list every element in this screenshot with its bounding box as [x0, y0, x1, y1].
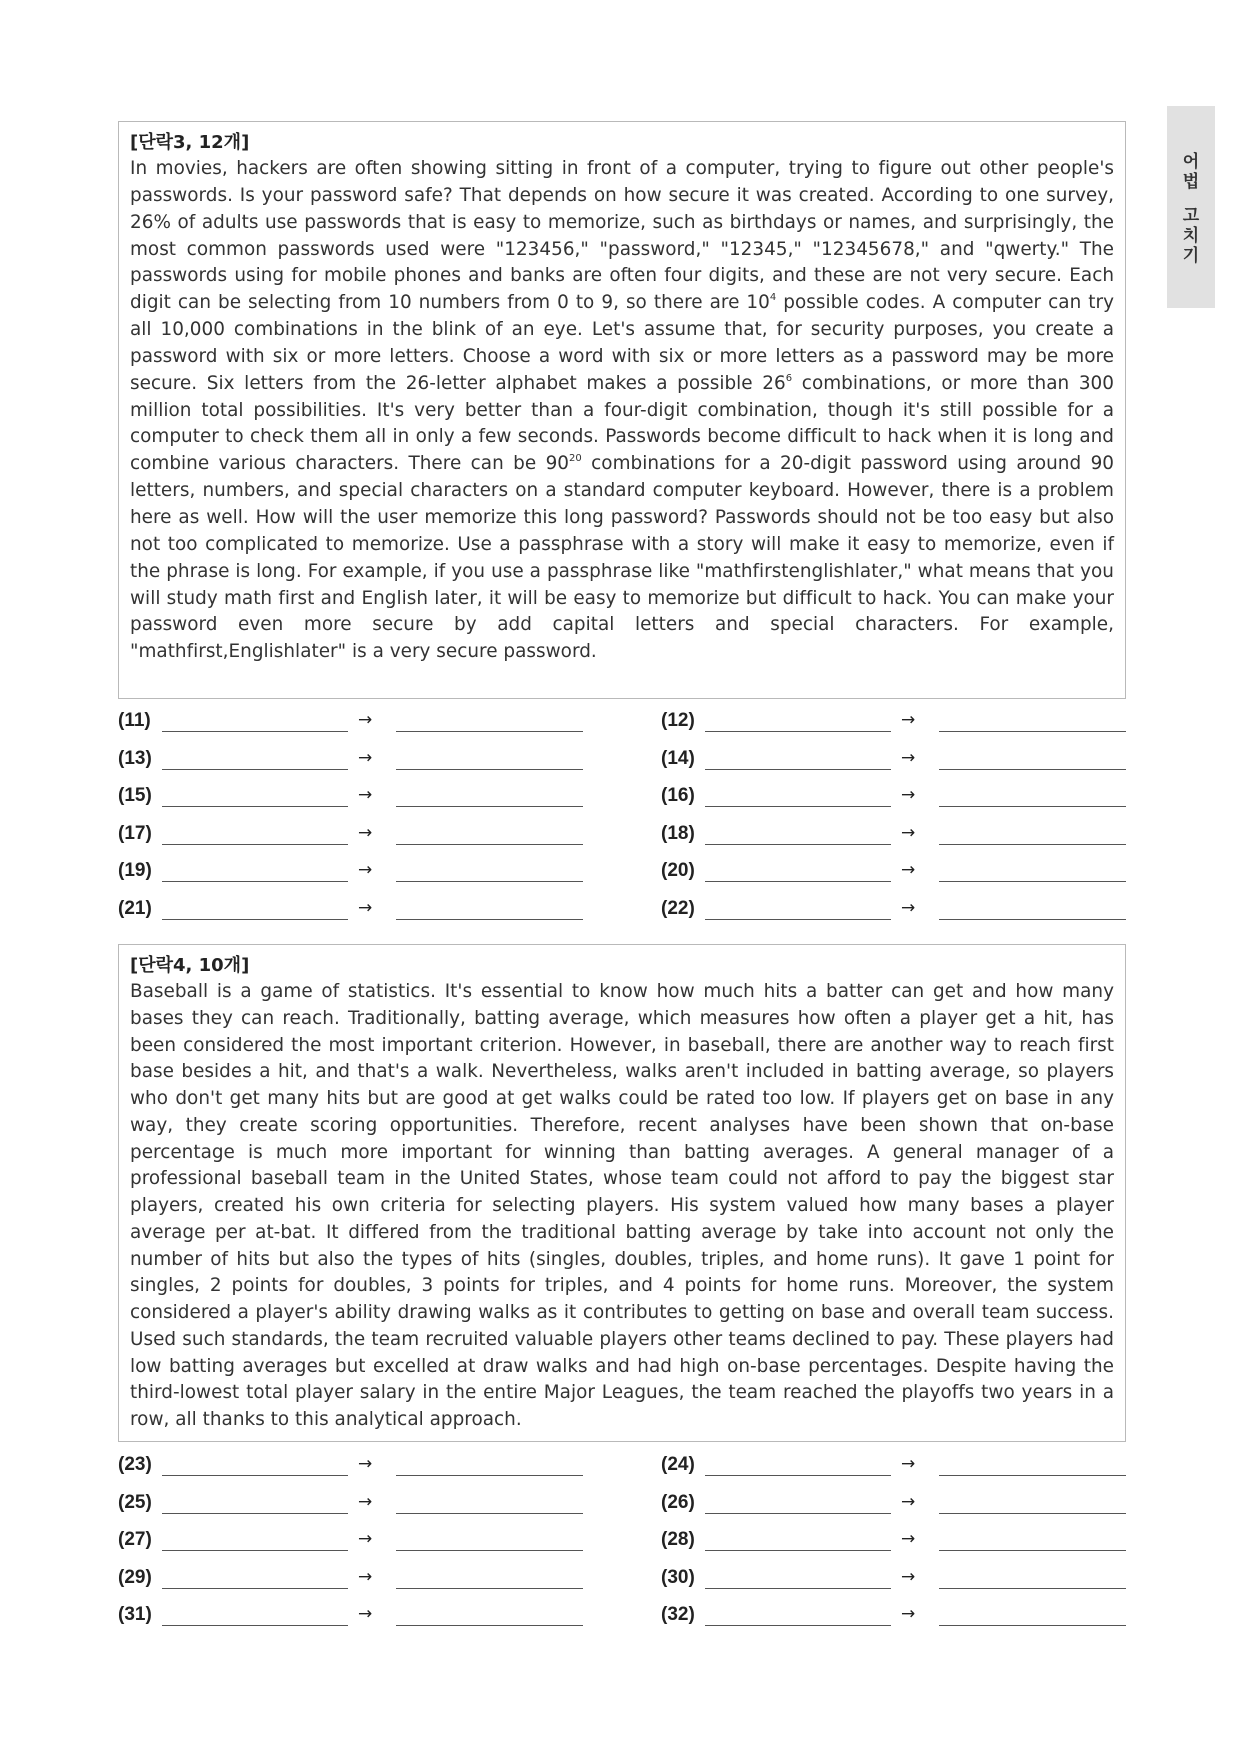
correction-blank[interactable] [396, 1475, 583, 1476]
arrow-icon: → [901, 822, 916, 843]
answer-row [118, 816, 1128, 854]
wrong-expression-blank[interactable] [162, 1475, 348, 1476]
passage-text: possible codes. A computer can try all 10,000 combinations in the blink of an eye. Let's assume that, for security purposes, you create a password with six or more letters. Choose a word with six or more letters as a password may be more secure. Six letters from the 26-letter alphabet makes a possible 26 [130, 292, 1114, 394]
arrow-icon: → [901, 710, 916, 730]
passage-title: [단락4, 10개] [130, 955, 250, 976]
wrong-expression-blank[interactable] [705, 731, 891, 732]
wrong-expression-blank[interactable] [705, 806, 891, 807]
wrong-expression-blank[interactable] [705, 919, 891, 920]
arrow-icon: → [901, 747, 916, 768]
wrong-expression-blank[interactable] [705, 844, 891, 845]
answer-grid [118, 703, 1128, 928]
answer-row [118, 1447, 1128, 1485]
arrow-icon: → [358, 897, 373, 918]
correction-blank[interactable] [939, 1588, 1126, 1589]
answer-row [118, 853, 1128, 891]
correction-blank[interactable] [396, 1513, 583, 1514]
question-number: (14) [661, 747, 695, 769]
answer-row [118, 1522, 1128, 1560]
question-number: (28) [661, 1529, 695, 1550]
correction-blank[interactable] [939, 1513, 1126, 1514]
answer-row [118, 891, 1128, 929]
correction-blank[interactable] [396, 769, 583, 770]
answer-grid [118, 1447, 1128, 1635]
wrong-expression-blank[interactable] [162, 881, 348, 882]
arrow-icon: → [901, 860, 916, 880]
wrong-expression-blank[interactable] [162, 1588, 348, 1589]
arrow-icon: → [358, 747, 373, 768]
question-number: (31) [118, 1604, 152, 1625]
wrong-expression-blank[interactable] [705, 1550, 891, 1551]
side-tab-char: 법 [1182, 172, 1200, 192]
correction-blank[interactable] [396, 919, 583, 920]
arrow-icon: → [901, 897, 916, 918]
question-number: (16) [661, 785, 695, 806]
arrow-icon: → [358, 1491, 373, 1512]
side-tab-char: 치 [1182, 226, 1200, 246]
wrong-expression-blank[interactable] [705, 1625, 891, 1626]
arrow-icon: → [358, 822, 373, 843]
wrong-expression-blank[interactable] [705, 1588, 891, 1589]
arrow-icon: → [901, 1491, 916, 1512]
question-number: (19) [118, 860, 152, 881]
passage-box [118, 944, 1126, 1442]
correction-blank[interactable] [396, 881, 583, 882]
exponent: 20 [569, 453, 582, 465]
exponent: 4 [769, 292, 777, 304]
correction-blank[interactable] [396, 806, 583, 807]
passage-text: In movies, hackers are often showing sitting in front of a computer, trying to figure out other people's passwords. Is your password safe? That depends on how secure it was created. According to one survey, 26% of adults use passwords that is easy to memorize, such as birthdays or names, and surprisingly, the most common passwords used were "123456," "password," "12345," "12345678," and "qwerty." The passwords using for mobile phones and banks are often four digits, and these are not very secure. Each digit can be selecting from 10 numbers from 0 to 9, so there are 10 [130, 158, 1114, 314]
wrong-expression-blank[interactable] [705, 881, 891, 882]
arrow-icon: → [358, 1529, 373, 1549]
answer-row [118, 1560, 1128, 1598]
side-tab-char: 어 [1182, 152, 1200, 172]
question-number: (15) [118, 785, 152, 806]
passage-text: combinations, or more than 300 million total possibilities. It's very better than a four-digit combination, though it's still possible for a computer to check them all in only a few seconds. Passwords become difficult to hack when it is long and combine various characters. There can be 90 [130, 372, 1114, 475]
answer-row [118, 1597, 1128, 1635]
question-number: (13) [118, 747, 152, 769]
wrong-expression-blank[interactable] [162, 731, 348, 732]
correction-blank[interactable] [396, 731, 583, 732]
question-number: (12) [661, 710, 695, 731]
arrow-icon: → [901, 1566, 916, 1587]
wrong-expression-blank[interactable] [162, 844, 348, 845]
arrow-icon: → [358, 785, 373, 805]
arrow-icon: → [901, 1604, 916, 1624]
passage-title: [단락3, 12개] [130, 132, 250, 153]
correction-blank[interactable] [939, 919, 1126, 920]
wrong-expression-blank[interactable] [162, 1550, 348, 1551]
arrow-icon: → [901, 1454, 916, 1474]
wrong-expression-blank[interactable] [162, 1625, 348, 1626]
question-number: (30) [661, 1566, 695, 1588]
arrow-icon: → [358, 1604, 373, 1624]
arrow-icon: → [901, 1529, 916, 1549]
side-section-tab [1167, 106, 1215, 308]
answer-row [118, 703, 1128, 741]
correction-blank[interactable] [396, 1625, 583, 1626]
correction-blank[interactable] [396, 1588, 583, 1589]
answer-row [118, 778, 1128, 816]
correction-blank[interactable] [939, 806, 1126, 807]
passage-body: Baseball is a game of statistics. It's essential to know how much hits a batter can get and how many bases they can reach. Traditionally, batting average, which measures how often a player get a hit, has been considered the most important criterion. However, in baseball, there are another way to reach first base besides a hit, and that's a walk. Nevertheless, walks aren't included in batting average, so players who don't get many hits but are good at get walks could be rated too low. If players get on base in any way, they create scoring opportunities. Therefore, recent analyses have been shown that on-base percentage is much more important for winning than batting averages. A general manager of a professional baseball team in the United States, whose team could not afford to pay the biggest star players, created his own criteria for selecting players. His system valued how many bases a player average per at-bat. It differed from the traditional batting average by take into account not only the number of hits but also the types of hits (singles, doubles, triples, and home runs). It gave 1 point for singles, 2 points for doubles, 3 points for triples, and 4 points for home runs. Moreover, the system considered a player's ability drawing walks as it contributes to getting on base and overall team success. Used such standards, the team recruited valuable players other teams declined to pay. These players had low batting averages but excelled at draw walks and had high on-base percentages. Despite having the third-lowest total player salary in the entire Major Leagues, the team reached the playoffs two years in a row, all thanks to this analytical approach. [130, 981, 1114, 1430]
correction-blank[interactable] [939, 731, 1126, 732]
correction-blank[interactable] [939, 1475, 1126, 1476]
correction-blank[interactable] [939, 1625, 1126, 1626]
passage-body [130, 156, 1114, 666]
arrow-icon: → [901, 785, 916, 805]
correction-blank[interactable] [939, 769, 1126, 770]
passage-box [118, 121, 1126, 699]
wrong-expression-blank[interactable] [162, 806, 348, 807]
correction-blank[interactable] [939, 1550, 1126, 1551]
wrong-expression-blank[interactable] [705, 1513, 891, 1514]
arrow-icon: → [358, 860, 373, 880]
question-number: (26) [661, 1491, 695, 1513]
question-number: (32) [661, 1604, 695, 1625]
question-number: (25) [118, 1491, 152, 1513]
question-number: (24) [661, 1454, 695, 1475]
question-number: (22) [661, 897, 695, 919]
wrong-expression-blank[interactable] [705, 769, 891, 770]
wrong-expression-blank[interactable] [162, 919, 348, 920]
exponent: 6 [785, 372, 793, 384]
arrow-icon: → [358, 710, 373, 730]
answer-row [118, 1485, 1128, 1523]
question-number: (29) [118, 1566, 152, 1588]
question-number: (17) [118, 822, 152, 844]
wrong-expression-blank[interactable] [705, 1475, 891, 1476]
passage-text: combinations for a 20-digit password using around 90 letters, numbers, and special characters on a standard computer keyboard. However, there is a problem here as well. How will the user memorize this long password? Passwords should not be too easy but also not too complicated to memorize. Use a passphrase with a story will make it easy to memorize, even if the phrase is long. For example, if you use a passphrase like "mathfirstenglishlater," what means that you will study math first and English later, it will be easy to memorize but difficult to hack. You can make your password even more secure by add capital letters and special characters. For example, "mathfirst,Englishlater" is a very secure password. [130, 453, 1115, 663]
correction-blank[interactable] [939, 844, 1126, 845]
question-number: (27) [118, 1529, 152, 1550]
correction-blank[interactable] [939, 881, 1126, 882]
arrow-icon: → [358, 1454, 373, 1474]
question-number: (23) [118, 1454, 152, 1475]
question-number: (18) [661, 822, 695, 844]
correction-blank[interactable] [396, 1550, 583, 1551]
question-number: (21) [118, 897, 152, 919]
wrong-expression-blank[interactable] [162, 769, 348, 770]
side-tab-char: 기 [1182, 246, 1200, 266]
correction-blank[interactable] [396, 844, 583, 845]
arrow-icon: → [358, 1566, 373, 1587]
side-tab-char: 고 [1182, 206, 1200, 226]
question-number: (11) [118, 710, 151, 731]
answer-row [118, 741, 1128, 779]
wrong-expression-blank[interactable] [162, 1513, 348, 1514]
question-number: (20) [661, 860, 695, 881]
